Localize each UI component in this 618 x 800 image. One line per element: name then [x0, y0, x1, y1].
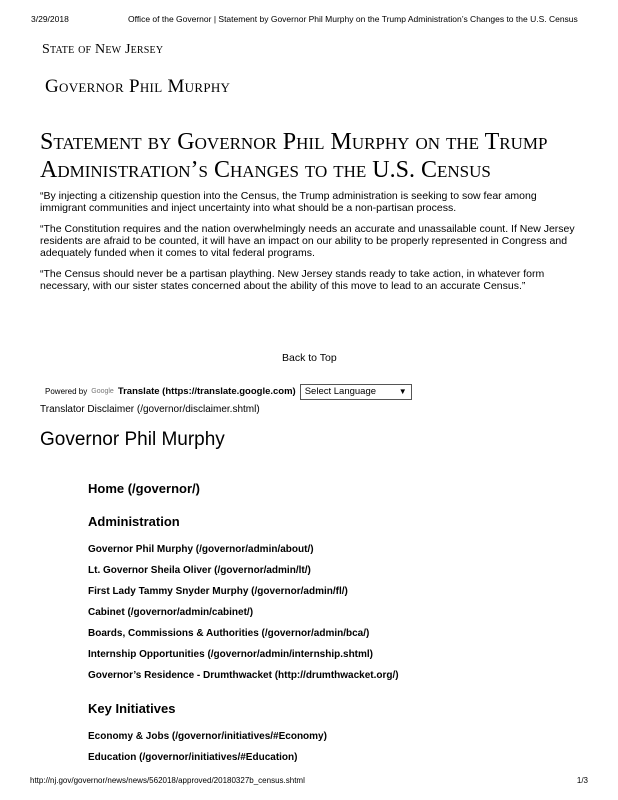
statement-paragraph: “The Constitution requires and the nation overwhelmingly needs an accurate and unassailable count. If New Jersey residents are afraid to be counted, it will have an impact on our ability to be properly represented in Congress and adequately funded when it comes to vital federal programs.	[40, 223, 575, 259]
footer-nav-item[interactable]: Internship Opportunities (/governor/admin/internship.shtml)	[88, 649, 374, 660]
statement-paragraph: “By injecting a citizenship question into the Census, the Trump administration is seeking to sow fear among immigrant communities and inject uncertainty into what should be a non-partisan process.	[40, 190, 537, 214]
print-page-title: Office of the Governor | Statement by Governor Phil Murphy on the Trump Administration’s Changes to the U.S. Census	[128, 14, 578, 24]
language-select-value: Select Language	[304, 386, 377, 397]
footer-nav-home[interactable]: Home (/governor/)	[88, 481, 200, 496]
statement-paragraph: “The Census should never be a partisan plaything. New Jersey stands ready to take action, in whatever form necessary, with our sister states concerned about the ability of this move to lead to an accurate Census.”	[40, 268, 545, 292]
footer-nav-item[interactable]: Governor Phil Murphy (/governor/admin/about/)	[88, 544, 314, 555]
footer-nav-key-initiatives-heading: Key Initiatives	[88, 701, 176, 716]
footer-nav-item[interactable]: First Lady Tammy Snyder Murphy (/governor/admin/fl/)	[88, 586, 348, 597]
footer-nav-item[interactable]: Economy & Jobs (/governor/initiatives/#Economy)	[88, 731, 327, 742]
footer-title: Governor Phil Murphy	[40, 429, 225, 450]
back-to-top-link[interactable]: Back to Top	[282, 352, 337, 364]
translator-disclaimer-link[interactable]: Translator Disclaimer (/governor/disclaimer.shtml)	[40, 404, 260, 415]
footer-nav-item[interactable]: Lt. Governor Sheila Oliver (/governor/admin/lt/)	[88, 565, 311, 576]
governor-title[interactable]: Governor Phil Murphy	[45, 76, 231, 97]
footer-nav-item[interactable]: Boards, Commissions & Authorities (/governor/admin/bca/)	[88, 628, 370, 639]
language-select[interactable]	[300, 384, 412, 400]
footer-nav-administration-heading: Administration	[88, 514, 180, 529]
footer-nav-item[interactable]: Governor’s Residence - Drumthwacket (http://drumthwacket.org/)	[88, 670, 399, 681]
dropdown-arrow-icon: ▼	[398, 387, 407, 396]
print-date: 3/29/2018	[31, 14, 69, 24]
google-translate-bar	[45, 383, 412, 400]
print-url: http://nj.gov/governor/news/news/562018/approved/20180327b_census.shtml	[30, 776, 305, 785]
powered-by-label: Powered by	[45, 387, 88, 396]
statement-body	[40, 190, 585, 301]
footer-nav-item[interactable]: Cabinet (/governor/admin/cabinet/)	[88, 607, 254, 618]
state-title[interactable]: State of New Jersey	[42, 42, 164, 57]
google-translate-link[interactable]: Translate (https://translate.google.com)	[117, 386, 296, 397]
page-number: 1/3	[576, 776, 588, 785]
footer-nav-item[interactable]: Education (/governor/initiatives/#Education)	[88, 752, 298, 763]
page-title: Statement by Governor Phil Murphy on the Trump Administration’s Changes to the U.S. Census	[40, 129, 548, 183]
google-logo: Google	[91, 388, 114, 395]
